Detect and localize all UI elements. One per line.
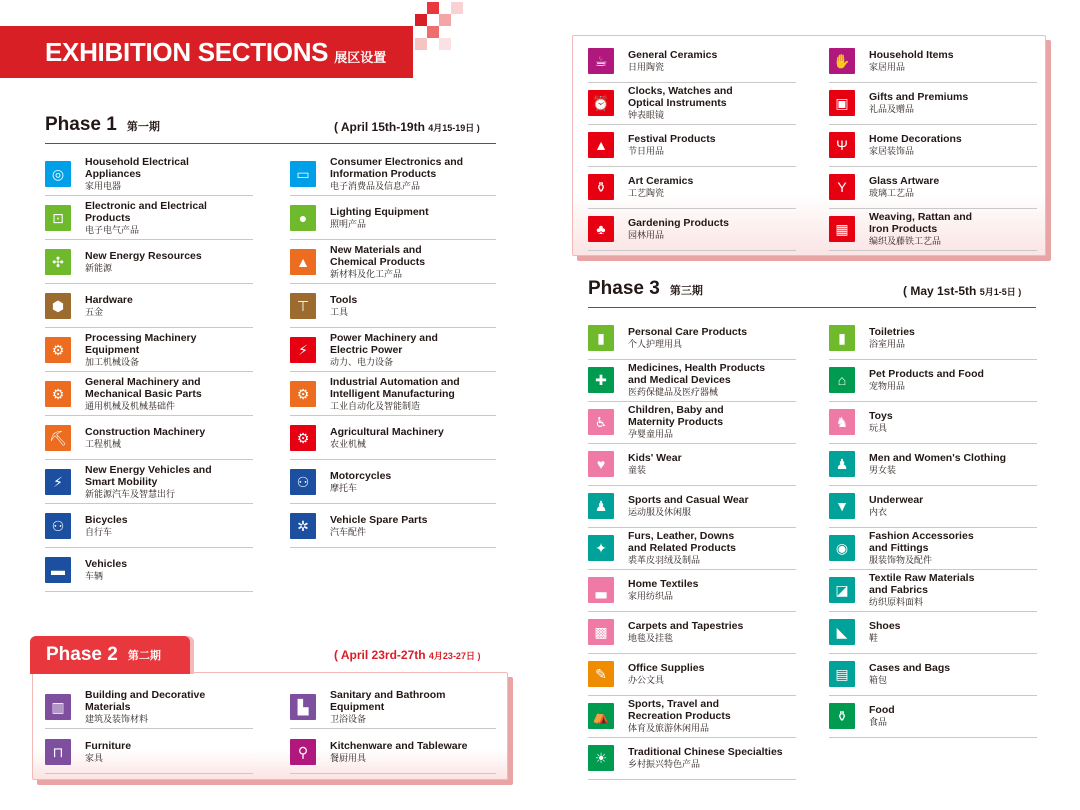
wind-turbine-icon: ✣ xyxy=(45,249,71,275)
vase-icon: ⚱ xyxy=(588,174,614,200)
section-name-cn: 工艺陶瓷 xyxy=(628,188,665,198)
carpet-icon: ▩ xyxy=(588,619,614,645)
section-text xyxy=(85,558,127,582)
suitcase-icon: ▤ xyxy=(829,661,855,687)
section-text xyxy=(85,250,202,274)
section-name-cn: 童装 xyxy=(628,465,647,475)
phase1-rule xyxy=(45,143,496,144)
leather-hide-icon: ✦ xyxy=(588,535,614,561)
section-item xyxy=(829,317,1037,360)
section-name: Sports and Casual Wear xyxy=(628,494,749,506)
section-item xyxy=(588,611,796,654)
section-name: Children, Baby and Maternity Products xyxy=(628,404,724,428)
section-text xyxy=(628,404,724,440)
truck-icon: ▬ xyxy=(45,557,71,583)
section-text xyxy=(628,620,743,644)
fabric-roll-icon: ◪ xyxy=(829,577,855,603)
section-name: Cases and Bags xyxy=(869,662,951,674)
phase1-dates-cn: 4月15-19日 ) xyxy=(428,123,480,133)
section-item xyxy=(588,359,796,402)
section-name: Hardware xyxy=(85,294,133,306)
section-name: Household Electrical Appliances xyxy=(85,156,189,180)
section-name: Furniture xyxy=(85,740,132,752)
section-item xyxy=(588,527,796,570)
phase1-heading xyxy=(45,114,160,136)
pencil-ruler-icon: ✎ xyxy=(588,661,614,687)
section-name: Toiletries xyxy=(869,326,915,338)
section-item xyxy=(290,153,496,196)
banner-title: EXHIBITION SECTIONS xyxy=(45,36,329,67)
section-name: Gardening Products xyxy=(628,217,729,229)
section-name-cn: 男女装 xyxy=(869,465,897,475)
section-name-cn: 节日用品 xyxy=(628,146,665,156)
section-text xyxy=(628,452,682,476)
section-name: Household Items xyxy=(869,49,954,61)
lotion-bottle-icon: ▮ xyxy=(588,325,614,351)
processing-machine-icon: ⚙ xyxy=(45,337,71,363)
section-item xyxy=(829,208,1037,251)
section-text xyxy=(869,410,893,434)
section-text xyxy=(330,426,444,450)
phase1-name: Phase 1 xyxy=(45,114,117,135)
section-name-cn: 家用纺织品 xyxy=(628,591,674,601)
plant-pot-icon: ♣ xyxy=(588,216,614,242)
section-name-cn: 宠物用品 xyxy=(869,381,906,391)
section-item xyxy=(290,731,496,774)
section-name: New Energy Vehicles and Smart Mobility xyxy=(85,464,212,488)
section-name-cn: 摩托车 xyxy=(330,483,358,493)
glove-icon: ✋ xyxy=(829,48,855,74)
section-text xyxy=(85,332,196,368)
section-name: Gifts and Premiums xyxy=(869,91,969,103)
phase2-name: Phase 2 xyxy=(46,644,118,665)
phase2-tab xyxy=(30,636,190,674)
section-name-cn: 玻璃工艺品 xyxy=(869,188,915,198)
section-item xyxy=(45,417,253,460)
section-text xyxy=(869,452,1006,476)
section-text xyxy=(85,740,131,764)
section-item xyxy=(829,527,1037,570)
section-name: Bicycles xyxy=(85,514,128,526)
section-name-cn: 地毯及挂毯 xyxy=(628,633,674,643)
section-name-cn: 编织及藤铁工艺品 xyxy=(869,236,942,246)
section-name-cn: 内衣 xyxy=(869,507,888,517)
section-text xyxy=(85,156,189,192)
section-name-cn: 通用机械及机械基础件 xyxy=(85,401,176,411)
section-item xyxy=(829,359,1037,402)
section-name-cn: 新能源 xyxy=(85,263,113,273)
section-name: Shoes xyxy=(869,620,901,632)
section-text xyxy=(628,326,747,350)
section-name-cn: 家用电器 xyxy=(85,181,122,191)
exhibition-sections-banner xyxy=(0,26,413,78)
section-item xyxy=(290,686,496,729)
section-text xyxy=(869,620,901,644)
section-name-cn: 车辆 xyxy=(85,571,104,581)
section-name: Clocks, Watches and Optical Instruments xyxy=(628,85,733,109)
section-name: Electronic and Electrical Products xyxy=(85,200,207,224)
section-name: General Machinery and Mechanical Basic Parts xyxy=(85,376,202,400)
section-name: Home Textiles xyxy=(628,578,699,590)
phase1-dates-en: ( April 15th-19th xyxy=(334,120,425,134)
section-item xyxy=(829,124,1037,167)
section-name-cn: 自行车 xyxy=(85,527,113,537)
section-text xyxy=(869,662,950,686)
section-text xyxy=(628,175,693,199)
section-text xyxy=(869,530,974,566)
button-icon: ◉ xyxy=(829,535,855,561)
section-name: Vehicle Spare Parts xyxy=(330,514,428,526)
section-name: New Energy Resources xyxy=(85,250,202,262)
section-text xyxy=(85,514,128,538)
section-name-cn: 卫浴设备 xyxy=(330,714,367,724)
section-name: Weaving, Rattan and Iron Products xyxy=(869,211,973,235)
section-text xyxy=(330,294,357,318)
section-name: Agricultural Machinery xyxy=(330,426,444,438)
section-name-cn: 家具 xyxy=(85,753,104,763)
phase2-dates xyxy=(334,648,480,662)
section-name-cn: 动力、电力设备 xyxy=(330,357,394,367)
phase3-name: Phase 3 xyxy=(588,278,660,299)
section-item xyxy=(290,329,496,372)
section-item xyxy=(588,485,796,528)
section-name: Personal Care Products xyxy=(628,326,748,338)
section-text xyxy=(85,376,202,412)
section-name-cn: 汽车配件 xyxy=(330,527,367,537)
section-text xyxy=(869,326,915,350)
section-item xyxy=(45,461,253,504)
section-text xyxy=(628,746,783,770)
section-text xyxy=(628,578,698,602)
monitor-icon: ▭ xyxy=(290,161,316,187)
section-text xyxy=(330,332,438,368)
section-item xyxy=(290,417,496,460)
section-item xyxy=(45,285,253,328)
section-item xyxy=(829,611,1037,654)
section-item xyxy=(290,461,496,504)
section-name-cn: 服装饰物及配件 xyxy=(869,555,933,565)
section-item xyxy=(829,82,1037,125)
section-text xyxy=(85,294,133,318)
section-name: Art Ceramics xyxy=(628,175,694,187)
section-name-cn: 个人护理用具 xyxy=(628,339,683,349)
hardware-icon: ⬢ xyxy=(45,293,71,319)
section-name: Lighting Equipment xyxy=(330,206,429,218)
section-text xyxy=(330,470,391,494)
section-name-cn: 乡村振兴特色产品 xyxy=(628,759,701,769)
section-name: Kids' Wear xyxy=(628,452,682,464)
section-item xyxy=(829,569,1037,612)
section-name: Festival Products xyxy=(628,133,716,145)
section-item xyxy=(829,443,1037,486)
section-text xyxy=(628,133,716,157)
section-text xyxy=(85,464,212,500)
wine-glass-icon: Y xyxy=(829,174,855,200)
section-name-cn: 鞋 xyxy=(869,633,879,643)
section-item xyxy=(588,443,796,486)
section-name-cn: 食品 xyxy=(869,717,888,727)
phase1-dates xyxy=(334,120,480,134)
flask-icon: ▲ xyxy=(290,249,316,275)
section-item xyxy=(829,166,1037,209)
baby-onesie-icon: ♥ xyxy=(588,451,614,477)
section-item xyxy=(588,401,796,444)
section-name-cn: 农业机械 xyxy=(330,439,367,449)
section-name: Construction Machinery xyxy=(85,426,206,438)
section-name-cn: 体育及旅游休闲用品 xyxy=(628,723,710,733)
section-name-cn: 日用陶瓷 xyxy=(628,62,665,72)
section-item xyxy=(588,166,796,209)
phase3-name-cn: 第三期 xyxy=(669,285,703,297)
section-name-cn: 礼品及赠品 xyxy=(869,104,915,114)
section-name: Carpets and Tapestries xyxy=(628,620,744,632)
section-text xyxy=(628,530,736,566)
section-text xyxy=(869,91,968,115)
section-name: Building and Decorative Materials xyxy=(85,689,206,713)
section-text xyxy=(85,689,205,725)
section-name: Processing Machinery Equipment xyxy=(85,332,197,356)
section-name-cn: 工程机械 xyxy=(85,439,122,449)
section-name-cn: 浴室用品 xyxy=(869,339,906,349)
alarm-clock-icon: ⏰ xyxy=(588,90,614,116)
phase3-dates-cn: 5月1-5日 ) xyxy=(979,287,1022,297)
section-name: Consumer Electronics and Information Products xyxy=(330,156,464,180)
section-item xyxy=(45,505,253,548)
section-name: Power Machinery and Electric Power xyxy=(330,332,438,356)
section-name-cn: 箱包 xyxy=(869,675,888,685)
section-item xyxy=(45,197,253,240)
section-item xyxy=(588,40,796,83)
section-text xyxy=(869,494,923,518)
section-text xyxy=(330,514,427,538)
rocking-horse-icon: ♞ xyxy=(829,409,855,435)
section-name-cn: 五金 xyxy=(85,307,104,317)
section-name-cn: 办公文具 xyxy=(628,675,665,685)
drill-icon: ⊤ xyxy=(290,293,316,319)
section-item xyxy=(829,653,1037,696)
section-item xyxy=(829,485,1037,528)
food-bottle-icon: ⚱ xyxy=(829,703,855,729)
section-name: Fashion Accessories and Fittings xyxy=(869,530,974,554)
banner-title-cn: 展区设置 xyxy=(334,49,387,65)
section-text xyxy=(869,175,939,199)
section-text xyxy=(869,49,954,73)
section-item xyxy=(290,373,496,416)
section-text xyxy=(628,49,717,73)
section-name: Toys xyxy=(869,410,893,422)
section-name-cn: 电子电气产品 xyxy=(85,225,140,235)
section-text xyxy=(85,200,207,236)
tractor-icon: ⚙ xyxy=(290,425,316,451)
section-text xyxy=(330,244,425,280)
section-item xyxy=(588,737,796,780)
section-item xyxy=(588,695,796,738)
section-text xyxy=(628,662,704,686)
section-name-cn: 电子消费品及信息产品 xyxy=(330,181,421,191)
section-text xyxy=(628,698,731,734)
section-text xyxy=(330,689,496,725)
section-name: Textile Raw Materials and Fabrics xyxy=(869,572,975,596)
section-name-cn: 运动服及休闲服 xyxy=(628,507,692,517)
section-item xyxy=(45,241,253,284)
section-item xyxy=(588,208,796,251)
section-name-cn: 新能源汽车及智慧出行 xyxy=(85,489,176,499)
section-name-cn: 孕婴童用品 xyxy=(628,429,674,439)
light-bulb-icon: ● xyxy=(290,205,316,231)
phase2-name-cn: 第二期 xyxy=(127,650,161,662)
section-name: Medicines, Health Products and Medical Devices xyxy=(628,362,766,386)
teacup-icon: ☕ xyxy=(588,48,614,74)
medical-kit-icon: ✚ xyxy=(588,367,614,393)
clothing-icon: ♟ xyxy=(829,451,855,477)
section-item xyxy=(290,285,496,328)
section-name: General Ceramics xyxy=(628,49,718,61)
section-name: Home Decorations xyxy=(869,133,962,145)
section-name: Furs, Leather, Downs and Related Products xyxy=(628,530,736,554)
excavator-icon: ⛏ xyxy=(45,425,71,451)
section-name: Pet Products and Food xyxy=(869,368,984,380)
section-text xyxy=(330,156,463,192)
column-icon: ▥ xyxy=(45,694,71,720)
section-name-cn: 家居用品 xyxy=(869,62,906,72)
section-item xyxy=(290,197,496,240)
power-socket-icon: ⊡ xyxy=(45,205,71,231)
landscape-icon: ☀ xyxy=(588,745,614,771)
motorcycle-icon: ⚇ xyxy=(290,469,316,495)
section-name: Industrial Automation and Intelligent Manufacturing xyxy=(330,376,460,400)
tshirt-icon: ♟ xyxy=(588,493,614,519)
section-item xyxy=(588,124,796,167)
section-item xyxy=(45,373,253,416)
pet-house-icon: ⌂ xyxy=(829,367,855,393)
section-text xyxy=(869,211,972,247)
section-name-cn: 建筑及装饰材料 xyxy=(85,714,149,724)
section-name: New Materials and Chemical Products xyxy=(330,244,426,268)
section-text xyxy=(330,376,460,412)
section-name: Vehicles xyxy=(85,558,128,570)
section-name: Traditional Chinese Specialties xyxy=(628,746,783,758)
section-text xyxy=(869,133,962,157)
section-item xyxy=(290,505,496,548)
section-name-cn: 工业自动化及智能制造 xyxy=(330,401,421,411)
section-name: Kitchenware and Tableware xyxy=(330,740,468,752)
section-name: Food xyxy=(869,704,895,716)
section-text xyxy=(869,572,974,608)
gears-icon: ⚙ xyxy=(45,381,71,407)
section-item xyxy=(45,329,253,372)
section-item xyxy=(45,686,253,729)
section-item xyxy=(588,653,796,696)
section-text xyxy=(85,426,205,450)
section-item xyxy=(829,695,1037,738)
section-name: Underwear xyxy=(869,494,924,506)
soap-dispenser-icon: ▮ xyxy=(829,325,855,351)
section-name: Sanitary and Bathroom Equipment xyxy=(330,689,446,713)
engine-icon: ⚡ xyxy=(290,337,316,363)
basket-icon: ▦ xyxy=(829,216,855,242)
section-text xyxy=(330,206,429,230)
section-text xyxy=(628,217,729,241)
section-name: Office Supplies xyxy=(628,662,705,674)
phase3-dates-en: ( May 1st-5th xyxy=(903,284,977,298)
section-name-cn: 纺织原料面料 xyxy=(869,597,924,607)
phase3-rule xyxy=(588,307,1036,308)
cutlery-icon: ⚲ xyxy=(290,739,316,765)
robot-arm-icon: ⚙ xyxy=(290,381,316,407)
phase2-dates-en: ( April 23rd-27th xyxy=(334,648,426,662)
section-text xyxy=(869,368,984,392)
section-name-cn: 家居装饰品 xyxy=(869,146,915,156)
candelabra-icon: Ψ xyxy=(829,132,855,158)
section-text xyxy=(628,85,733,121)
section-item xyxy=(588,569,796,612)
section-name-cn: 玩具 xyxy=(869,423,888,433)
phase3-dates xyxy=(903,284,1021,298)
stroller-icon: ♿ xyxy=(588,409,614,435)
section-item xyxy=(588,317,796,360)
section-name-cn: 照明产品 xyxy=(330,219,367,229)
toilet-icon: ▙ xyxy=(290,694,316,720)
section-text xyxy=(869,704,895,728)
chair-icon: ⊓ xyxy=(45,739,71,765)
phase1-name-cn: 第一期 xyxy=(126,121,160,133)
section-name-cn: 园林用品 xyxy=(628,230,665,240)
section-text xyxy=(628,494,749,518)
section-name-cn: 裘革皮羽绒及制品 xyxy=(628,555,701,565)
section-name-cn: 钟表眼镜 xyxy=(628,110,665,120)
section-name: Glass Artware xyxy=(869,175,940,187)
section-item xyxy=(45,731,253,774)
wheel-icon: ✲ xyxy=(290,513,316,539)
shoe-icon: ◣ xyxy=(829,619,855,645)
electric-car-icon: ⚡ xyxy=(45,469,71,495)
phase2-dates-cn: 4月23-27日 ) xyxy=(428,651,481,661)
phase3-heading xyxy=(588,278,703,300)
section-name: Men and Women's Clothing xyxy=(869,452,1007,464)
section-name-cn: 餐厨用具 xyxy=(330,753,367,763)
section-item xyxy=(829,401,1037,444)
washing-machine-icon: ◎ xyxy=(45,161,71,187)
gift-icon: ▣ xyxy=(829,90,855,116)
bed-icon: ▃ xyxy=(588,577,614,603)
section-text xyxy=(628,362,765,398)
section-name-cn: 新材料及化工产品 xyxy=(330,269,403,279)
section-text xyxy=(330,740,468,764)
section-name: Tools xyxy=(330,294,358,306)
section-name: Sports, Travel and Recreation Products xyxy=(628,698,731,722)
section-name-cn: 加工机械设备 xyxy=(85,357,140,367)
section-item xyxy=(829,40,1037,83)
section-item xyxy=(45,153,253,196)
section-name-cn: 医药保健品及医疗器械 xyxy=(628,387,719,397)
christmas-tree-icon: ▲ xyxy=(588,132,614,158)
underwear-icon: ▼ xyxy=(829,493,855,519)
section-name-cn: 工具 xyxy=(330,307,349,317)
section-item xyxy=(290,241,496,284)
section-name: Motorcycles xyxy=(330,470,392,482)
section-item xyxy=(45,549,253,592)
tent-icon: ⛺ xyxy=(588,703,614,729)
section-item xyxy=(588,82,796,125)
bicycle-icon: ⚇ xyxy=(45,513,71,539)
